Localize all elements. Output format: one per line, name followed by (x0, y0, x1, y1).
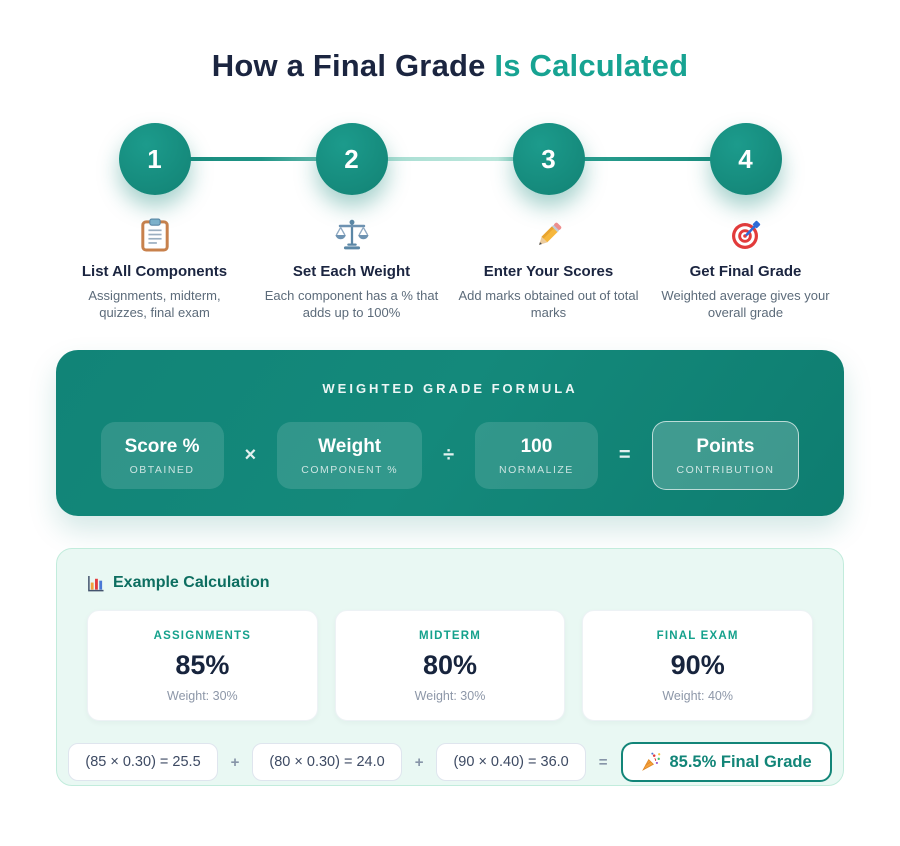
pencil-icon (532, 217, 566, 253)
step-3-title: Enter Your Scores (483, 263, 614, 280)
component-card-assignments (87, 610, 318, 721)
calc-term-1: (85 × 0.30) = 25.5 (68, 743, 217, 781)
calc-term-3: (90 × 0.40) = 36.0 (436, 743, 585, 781)
calculation-row (87, 742, 813, 782)
step-3-number-circle (513, 123, 585, 195)
formula-term-100-sublabel: NORMALIZE (499, 464, 574, 476)
component-score: 80% (422, 650, 478, 680)
plus-operator: + (414, 753, 424, 771)
component-name: FINAL EXAM (656, 630, 739, 642)
clipboard-icon (140, 217, 170, 253)
step-2-title: Set Each Weight (292, 263, 411, 280)
step-3-number: 3 (541, 143, 556, 174)
final-grade-badge (621, 742, 832, 782)
page-title-accent: Is Calculated (494, 48, 689, 83)
component-score: 85% (175, 650, 230, 680)
formula-term-points (652, 421, 800, 490)
page-title (0, 48, 900, 84)
step-4-number-circle (710, 123, 782, 195)
balance-scale-icon (334, 217, 370, 253)
formula-term-points-label: Points (696, 436, 755, 457)
formula-term-weight (277, 422, 422, 489)
page-title-main: How a Final Grade (211, 48, 486, 83)
step-2-number-circle (316, 123, 388, 195)
step-4-description: Weighted average gives your overall grade (661, 288, 830, 320)
component-weight: Weight: 30% (414, 689, 486, 703)
step-1-number-circle (119, 123, 191, 195)
step-1 (56, 195, 253, 321)
formula-heading: WEIGHTED GRADE FORMULA (322, 381, 578, 396)
step-3-description: Add marks obtained out of total marks (458, 288, 639, 320)
formula-term-100 (475, 422, 598, 489)
step-4-number: 4 (738, 143, 753, 174)
component-weight: Weight: 40% (662, 689, 733, 703)
component-name: MIDTERM (418, 630, 482, 642)
component-score: 90% (670, 650, 725, 680)
component-card-midterm (335, 610, 566, 721)
step-1-description: Assignments, midterm, quizzes, final exam (88, 288, 221, 320)
dart-target-icon (729, 217, 763, 253)
equals-operator: = (598, 753, 608, 771)
bar-chart-icon (87, 575, 104, 592)
formula-term-weight-sublabel: COMPONENT % (301, 464, 399, 476)
formula-term-score (101, 422, 224, 489)
weighted-grade-formula-banner (56, 350, 844, 516)
formula-term-points-sublabel: CONTRIBUTION (676, 464, 775, 476)
example-heading: Example Calculation (113, 574, 270, 591)
equals-operator: = (618, 444, 631, 466)
final-grade-text: 85.5% Final Grade (669, 752, 812, 771)
formula-term-weight-label: Weight (318, 436, 382, 457)
steps-timeline (56, 123, 844, 195)
calc-term-2: (80 × 0.30) = 24.0 (252, 743, 401, 781)
example-header (87, 574, 813, 592)
component-name: ASSIGNMENTS (153, 630, 252, 642)
step-4-title: Get Final Grade (689, 263, 802, 280)
step-2 (253, 195, 450, 321)
step-3 (450, 195, 647, 321)
example-calculation-section (56, 548, 844, 786)
step-2-description: Each component has a % that adds up to 100% (264, 288, 439, 320)
component-card-final-exam (582, 610, 813, 721)
formula-term-100-label: 100 (520, 436, 553, 457)
step-4 (647, 195, 844, 321)
steps-section (56, 123, 844, 321)
component-weight: Weight: 30% (167, 689, 238, 703)
divide-operator: ÷ (443, 444, 455, 466)
step-2-number: 2 (344, 143, 359, 174)
formula-row (56, 421, 844, 490)
step-1-title: List All Components (81, 263, 228, 280)
multiply-operator: × (244, 444, 257, 466)
plus-operator: + (230, 753, 240, 771)
formula-term-score-sublabel: OBTAINED (129, 464, 195, 476)
party-popper-icon (641, 752, 661, 772)
formula-term-score-label: Score % (124, 436, 200, 457)
step-1-number: 1 (147, 143, 162, 174)
example-cards-row (87, 610, 813, 721)
